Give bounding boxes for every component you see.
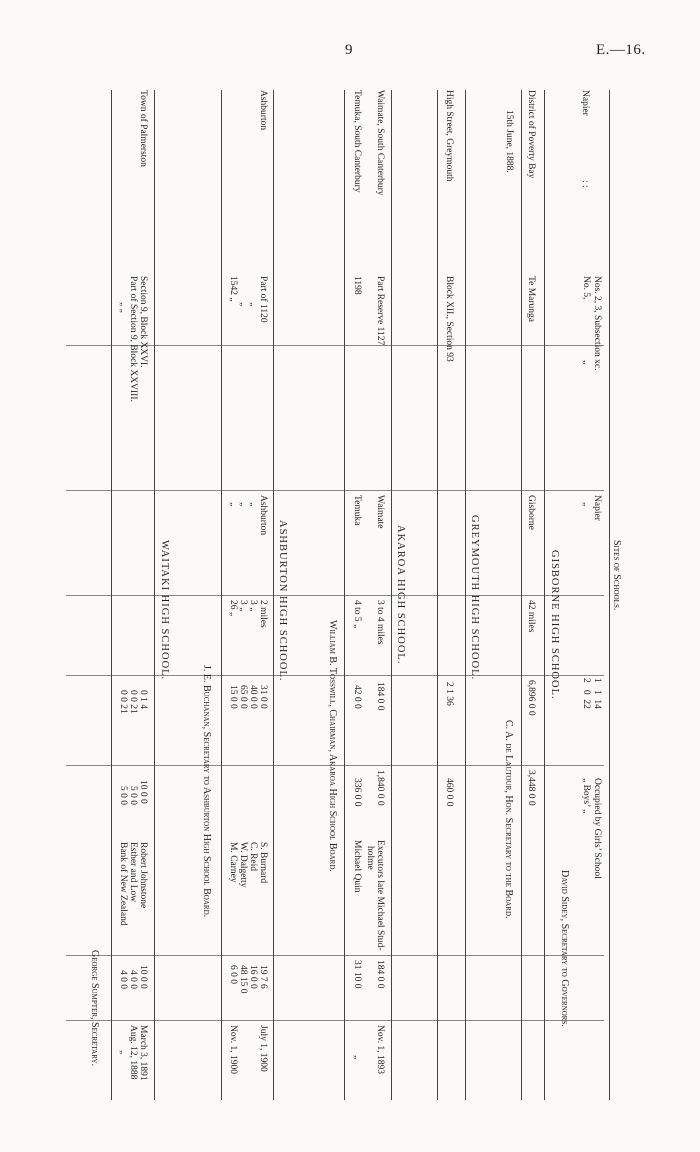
rule bbox=[154, 90, 155, 1100]
ashburton-area-1: 31 0 0 bbox=[258, 685, 268, 709]
waitaki-rent-1: 10 0 0 bbox=[138, 965, 148, 989]
waitaki-section-1: Section 9, Block XXVI. bbox=[138, 276, 148, 368]
gisborne-locality: District of Poverty Bay bbox=[526, 90, 536, 179]
rule bbox=[111, 90, 112, 1100]
document-reference: E.—16. bbox=[596, 42, 646, 58]
akaroa-row-2-occupier: Michael Quin bbox=[352, 840, 362, 893]
ashburton-town-1: Ashburton bbox=[258, 495, 268, 536]
waitaki-rent-3: 4 0 0 bbox=[118, 970, 128, 989]
ashburton-expiry-1: July 1, 1900 bbox=[258, 1025, 268, 1072]
ashburton-occupier-1: S. Burnard bbox=[258, 842, 268, 884]
ashburton-rent-1: 19 7 6 bbox=[258, 965, 268, 989]
akaroa-row-2-expiry: „ bbox=[352, 1055, 362, 1060]
akaroa-row-1-town: Waimate bbox=[375, 495, 385, 529]
ashburton-area-2: 40 0 0 bbox=[248, 685, 258, 709]
akaroa-row-1-distance: 3 to 4 miles bbox=[375, 600, 385, 645]
napier-town-2: „ bbox=[581, 502, 591, 507]
waitaki-value-2: 5 0 0 bbox=[128, 786, 138, 805]
gisborne-value: 3,448 0 0 bbox=[526, 770, 536, 806]
akaroa-row-1-locality: Waimate, South Canterbury bbox=[375, 90, 385, 196]
napier-town-1: Napier bbox=[592, 495, 602, 521]
ashburton-occupier-3: W. Dalgetty bbox=[238, 842, 248, 888]
sites-of-schools-title: Sites of Schools. bbox=[611, 540, 622, 611]
akaroa-row-1-rent: 184 0 0 bbox=[375, 960, 385, 989]
akaroa-row-2-distance: 4 to 5 „ bbox=[352, 600, 362, 629]
waitaki-expiry-3: „ bbox=[118, 1050, 128, 1055]
ashburton-town-3: „ bbox=[238, 502, 248, 507]
col-divider bbox=[66, 595, 604, 596]
waitaki-title: WAITAKI HIGH SCHOOL. bbox=[159, 540, 170, 681]
greymouth-title: GREYMOUTH HIGH SCHOOL. bbox=[469, 515, 480, 681]
rule bbox=[344, 90, 345, 1100]
ashburton-section-1: Part of 1120 bbox=[258, 276, 268, 323]
napier-section-ditto: „ bbox=[581, 360, 591, 365]
greymouth-locality: High Street, Greymouth bbox=[444, 90, 454, 182]
ashburton-town-2: „ bbox=[248, 502, 258, 507]
gisborne-section: Te Marunga bbox=[526, 276, 536, 323]
ashburton-rent-3: 48 15 0 bbox=[238, 965, 248, 994]
akaroa-row-1-value: 1,840 0 0 bbox=[375, 770, 385, 806]
rule bbox=[609, 90, 610, 1100]
ashburton-occupier-2: C. Reid bbox=[248, 842, 258, 872]
ashburton-town-4: „ bbox=[228, 502, 238, 507]
akaroa-row-2-section: 1198 bbox=[352, 276, 362, 295]
akaroa-row-1-occupier: Executors late Michael Stud- bbox=[375, 840, 385, 951]
akaroa-row-1-section: Part Reserve 1127 bbox=[375, 276, 385, 346]
waitaki-occupier-1: Robert Johnstone bbox=[138, 842, 148, 909]
gisborne-town: Gisborne bbox=[526, 495, 536, 530]
waitaki-signature: George Sumpter, Secretary. bbox=[89, 950, 100, 1067]
ashburton-distance-2: 3 „ bbox=[248, 600, 258, 612]
akaroa-title: AKAROA HIGH SCHOOL. bbox=[395, 525, 406, 665]
akaroa-row-2-town: Temuka bbox=[352, 495, 362, 526]
ashburton-section-3: „ bbox=[238, 302, 248, 307]
rule bbox=[521, 90, 522, 1100]
waitaki-value-3: 5 0 0 bbox=[118, 786, 128, 805]
greymouth-value: 460 0 0 bbox=[444, 778, 454, 807]
napier-section-1: Nos. 2, 3, Subsection xc. bbox=[592, 276, 602, 371]
gisborne-date: 15th June, 1888. bbox=[504, 110, 514, 173]
ashburton-section-4: 1542 „ bbox=[228, 276, 238, 302]
leader-dots: : : bbox=[580, 180, 590, 188]
ashburton-area-3: 65 0 0 bbox=[238, 685, 248, 709]
waitaki-occupier-2: Esther and Low bbox=[128, 842, 138, 903]
napier-acres: 1 1 14 bbox=[592, 678, 602, 709]
rotated-table bbox=[55, 90, 640, 1100]
napier-occupier-2: „ Boys’ „ bbox=[581, 778, 591, 814]
col-divider bbox=[66, 1020, 604, 1021]
napier-occupier-1: Occupied by Girls’ School bbox=[592, 778, 602, 879]
rule bbox=[221, 90, 222, 1100]
waitaki-area-2: 0 0 21 bbox=[128, 690, 138, 714]
ashburton-section-2: „ bbox=[248, 302, 258, 307]
ashburton-title: ASHBURTON HIGH SCHOOL. bbox=[277, 520, 288, 682]
akaroa-signature: William B. Tosswill, Chairman, Akaroa High School Board. bbox=[327, 620, 338, 872]
akaroa-row-2-value: 336 0 0 bbox=[352, 778, 362, 807]
waitaki-rent-2: 4 0 0 bbox=[128, 970, 138, 989]
greymouth-area: 2 1 36 bbox=[444, 682, 454, 706]
waitaki-area-1: 0 1 4 bbox=[138, 690, 148, 709]
col-divider bbox=[66, 490, 604, 491]
akaroa-row-2-locality: Temuka, South Canterbury bbox=[352, 90, 362, 193]
gisborne-title: GISBORNE HIGH SCHOOL. bbox=[549, 550, 560, 700]
ashburton-distance-1: 2 miles bbox=[258, 600, 268, 628]
akaroa-row-1-expiry: Nov. 1, 1893 bbox=[375, 1025, 385, 1074]
waitaki-occupier-3: Bank of New Zealand bbox=[118, 842, 128, 926]
ashburton-rent-2: 16 0 0 bbox=[248, 965, 258, 989]
ashburton-distance-4: 26 „ bbox=[228, 600, 238, 617]
gisborne-distance: 42 miles bbox=[526, 600, 536, 633]
akaroa-row-2-rent: 31 10 0 bbox=[352, 960, 362, 989]
page-number: 9 bbox=[345, 42, 353, 58]
napier-locality: Napier bbox=[580, 90, 590, 116]
ashburton-area-4: 15 0 0 bbox=[228, 685, 238, 709]
gisborne-area: 6,896 0 0 bbox=[526, 680, 536, 716]
ashburton-expiry-2: Nov. 1, 1900 bbox=[228, 1025, 238, 1074]
col-divider bbox=[66, 955, 604, 956]
waitaki-expiry-2: Aug. 12, 1888 bbox=[128, 1025, 138, 1080]
ashburton-occupier-4: M. Carney bbox=[228, 842, 238, 883]
napier-signature: David Sidey, Secretary to Governors. bbox=[559, 870, 570, 1027]
napier-section-2: No. 5, bbox=[581, 276, 591, 300]
waitaki-section-2: Part of Section 9, Block XXVIII. bbox=[128, 276, 138, 402]
rule bbox=[391, 90, 392, 1100]
ashburton-locality: Ashburton bbox=[258, 90, 268, 131]
gisborne-signature: C. A. de Lautour, Hon. Secretary to the Board. bbox=[503, 720, 514, 919]
waitaki-section-3: „ „ bbox=[118, 302, 128, 313]
rule bbox=[437, 90, 438, 1100]
rule bbox=[465, 90, 466, 1100]
waitaki-value-1: 10 0 0 bbox=[138, 780, 148, 804]
ashburton-distance-3: 3 „ bbox=[238, 600, 248, 612]
waitaki-expiry-1: March 3, 1891 bbox=[138, 1025, 148, 1081]
napier-acres-2: 2 0 22 bbox=[581, 678, 591, 709]
ashburton-rent-4: 6 0 0 bbox=[228, 965, 238, 984]
waitaki-area-3: 0 0 21 bbox=[118, 690, 128, 714]
ashburton-signature: J. E. Buchanan, Secretary to Ashburton High School Board. bbox=[201, 665, 212, 918]
waitaki-locality: Town of Palmerston bbox=[138, 90, 148, 167]
greymouth-section: Block XII., Section 93 bbox=[444, 276, 454, 362]
rule bbox=[273, 90, 274, 1100]
akaroa-occupier-cont: holme bbox=[365, 846, 375, 870]
akaroa-row-1-area: 184 0 0 bbox=[375, 682, 385, 711]
akaroa-row-2-area: 42 0 0 bbox=[352, 685, 362, 709]
rule bbox=[544, 90, 545, 1100]
